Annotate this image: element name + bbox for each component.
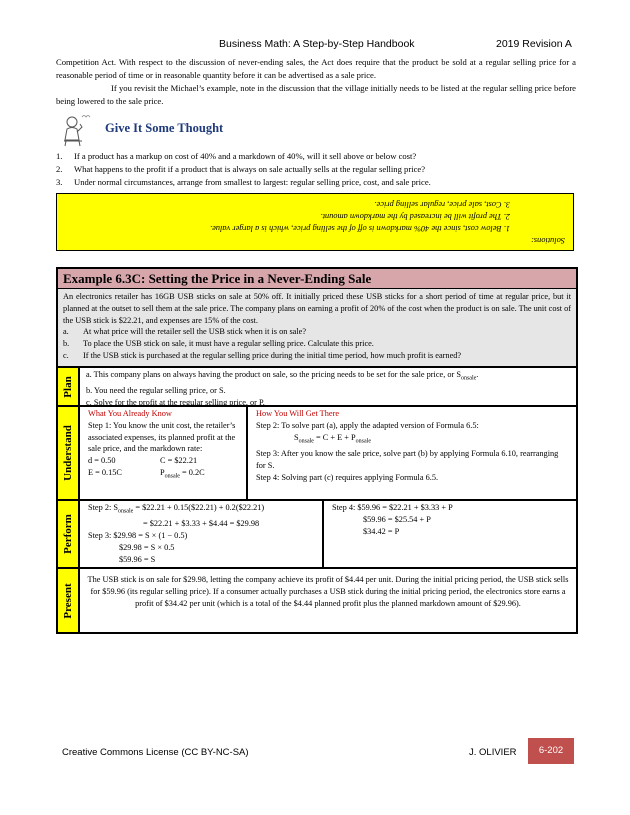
thinker-icon: [60, 113, 96, 152]
question-text: If a product has a markup on cost of 40% and a markdown of 40%, will it sell above or below cost?: [74, 151, 417, 161]
question-number: 2.: [56, 164, 63, 174]
book-title: Business Math: A Step-by-Step Handbook: [219, 38, 415, 50]
solution-item: 1. Below cost, since the 40% markdown is off of the selling price, which is a larger value.: [210, 224, 510, 233]
perform-section: [80, 501, 576, 569]
solution-item: 3. Cost, sale price, regular selling price.: [374, 200, 510, 209]
step-3-calc: Step 3: $29.98 = S × (1 − 0.5): [88, 531, 188, 541]
list-item: [56, 150, 576, 163]
problem-part: [63, 350, 571, 362]
known-heading: What You Already Know: [88, 409, 172, 418]
example-title: Example 6.3C: Setting the Price in a Never-Ending Sale: [58, 269, 576, 289]
perform-label: Perform: [62, 514, 74, 554]
part-label: a.: [63, 327, 69, 337]
question-number: 1.: [56, 151, 63, 161]
example-box: [56, 267, 578, 634]
step-3-text: Step 3: After you know the sale price, solve part (b) by applying Formula 6.10, rearranging for S.: [256, 449, 559, 470]
perform-right: [324, 501, 576, 567]
present-section: [80, 569, 576, 632]
part-text: To place the USB stick on sale, it must have a regular selling price. Calculate this price.: [83, 339, 374, 349]
step-2-calc: Step 2: $S_{onsale}$ = $22.21 + 0.15($22.21) + 0.2($22.21): [88, 503, 265, 515]
problem-part: [63, 326, 571, 338]
thought-questions: [56, 150, 576, 189]
question-number: 3.: [56, 177, 63, 187]
plan-section: [80, 368, 576, 407]
understand-tab: [58, 407, 80, 501]
step-2-calc-line2: = $22.21 + $3.33 + $4.44 = $29.98: [143, 519, 260, 529]
plan-b: b. You need the regular selling price, or S.: [86, 386, 226, 396]
plan-tab: [58, 368, 80, 407]
solutions-label: Solutions:: [531, 236, 565, 245]
plan-label: Plan: [62, 375, 74, 398]
perform-tab: [58, 501, 80, 569]
step-4-calc: Step 4: $59.96 = $22.21 + $3.33 + P: [332, 503, 453, 512]
step-4-calc-line3: $34.42 = P: [363, 526, 400, 536]
perform-left: [80, 501, 324, 567]
author-name: J. OLIVIER: [469, 747, 517, 758]
plan-a: a. This company plans on always having the product on sale, so the pricing needs to be set for the sale price, or $S_{onsale}$.: [86, 370, 479, 382]
understand-label: Understand: [62, 425, 74, 481]
known-column: [80, 407, 248, 499]
present-text: The USB stick is on sale for $29.98, letting the company achieve its profit of $4.44 per unit. During the initial pricing period, the USB stick sells for $59.96 (its regular selling price). If a consumer actually purchases a USB stick during the initial pricing period, the electronics store earns a profit of $34.42 per unit (which is a total of the $4.44 planned profit plus the planned markdown amount of $29.96).: [87, 575, 569, 608]
part-text: At what price will the retailer sell the USB stick when it is on sale?: [83, 327, 307, 337]
present-label: Present: [62, 582, 74, 619]
intro-paragraph-2: If you revisit the Michael’s example, note in the discussion that the village initially needs to be listed at the regular selling price before being lowered to the sale price.: [56, 83, 576, 106]
part-label: b.: [63, 339, 70, 349]
get-heading: How You Will Get There: [256, 409, 340, 418]
intro-paragraph-1: Competition Act. With respect to the discussion of never-ending sales, the Act does require that the product be sold at a regular selling price for a reasonable period of time or in reasonable quantity before it can be advertised as a sale price.: [56, 57, 576, 80]
step-3-calc-line2: $29.98 = S × 0.5: [119, 543, 175, 553]
known-values-row: d = 0.50 C = $22.21: [88, 456, 198, 466]
plan-c: c. Solve for the profit at the regular selling price, or P.: [86, 398, 265, 408]
plan-steps-column: [248, 407, 576, 499]
step-4-calc-line2: $59.96 = $25.54 + P: [363, 514, 431, 524]
list-item: [56, 163, 576, 176]
solution-item: 2. The profit will be increased by the markdown amount.: [320, 212, 510, 221]
license-text: Creative Commons License (CC BY-NC-SA): [62, 747, 249, 758]
example-problem: [58, 289, 576, 368]
known-values-row: E = 0.15C $P_{onsale} = 0.2C$: [88, 467, 205, 480]
problem-statement: An electronics retailer has 16GB USB sticks on sale at 50% off. It initially priced these USB sticks for a short period of time at regular price, but it planned at the outset to sell them at the sale price. The company plans on earning a profit of 20% of the cost when the product is on sale. The unit cost of the USB stick is $22.21, and expenses are 15% of the cost.: [63, 292, 571, 325]
part-text: If the USB stick is purchased at the regular selling price during the initial time period, how much profit is earned?: [83, 350, 462, 360]
present-tab: [58, 569, 80, 632]
list-item: [56, 176, 576, 189]
part-label: c.: [63, 350, 69, 360]
understand-section: [80, 407, 576, 501]
thought-title: Give It Some Thought: [105, 121, 224, 135]
step-3-calc-line3: $59.96 = S: [119, 554, 156, 564]
page-number-badge: 6-202: [528, 738, 574, 764]
solutions-upside-down: [57, 194, 573, 250]
known-step-1: Step 1: You know the unit cost, the retailer’s associated expenses, its planned profit at the sale price, and the markdown rate:: [88, 420, 236, 454]
solutions-box: [56, 193, 574, 251]
question-text: Under normal circumstances, arrange from smallest to largest: regular selling price, cost, and sale price.: [74, 177, 431, 187]
step-4-text: Step 4: Solving part (c) requires applying Formula 6.5.: [256, 472, 439, 482]
formula-6-5: $S_{onsale} = C + E + P_{onsale}$: [294, 432, 371, 445]
problem-part: [63, 338, 571, 350]
revision-label: 2019 Revision A: [496, 38, 572, 50]
step-2-text: Step 2: To solve part (a), apply the adapted version of Formula 6.5:: [256, 420, 479, 430]
question-text: What happens to the profit if a product that is always on sale actually sells at the regular selling price?: [74, 164, 426, 174]
